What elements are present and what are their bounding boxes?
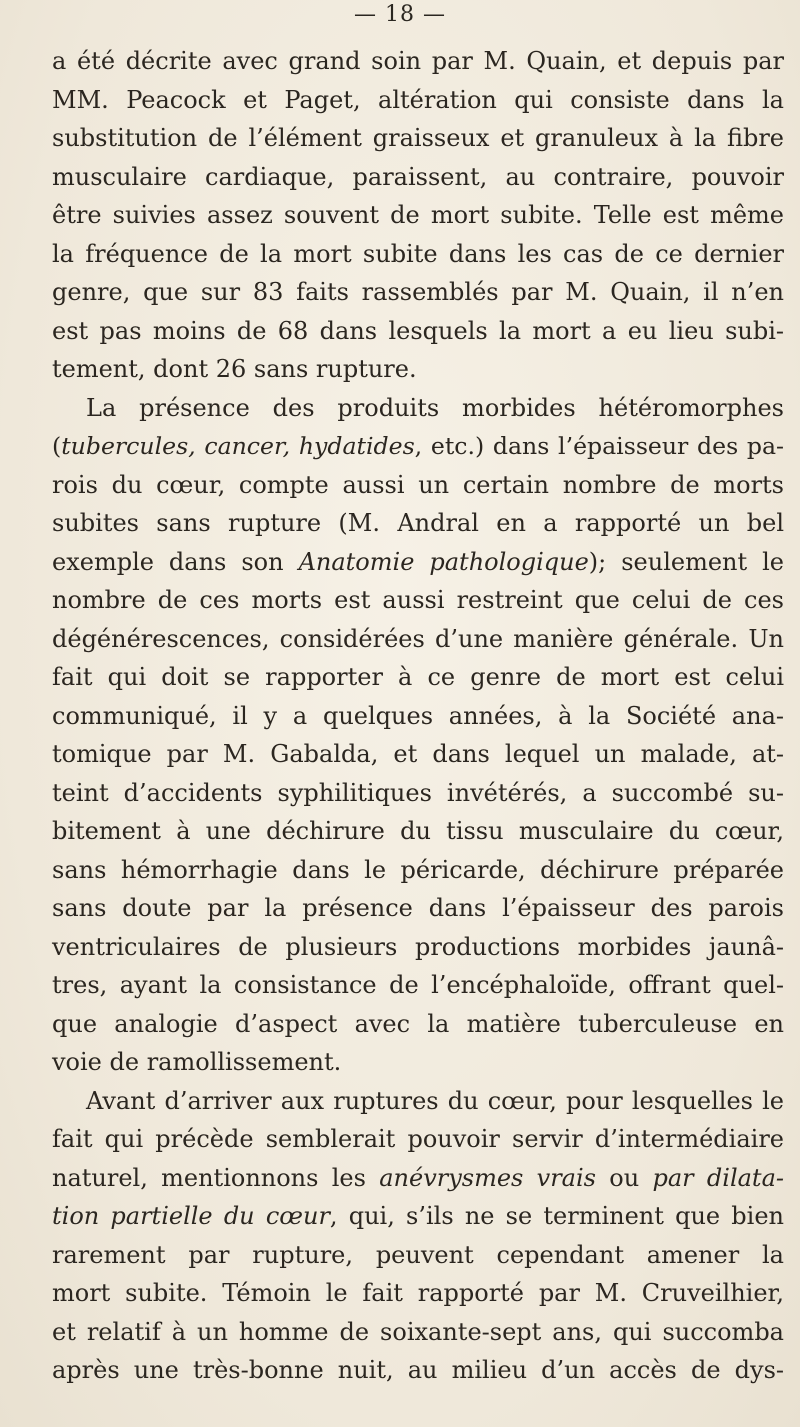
text-line bbox=[52, 620, 784, 659]
text-line bbox=[52, 312, 784, 351]
text-line bbox=[52, 81, 784, 120]
text-segment: et relatif à un homme de soixante-sept ans, qui succomba bbox=[52, 1317, 784, 1346]
text-line bbox=[52, 196, 784, 235]
text-segment: sans doute par la présence dans l’épaisseur des parois bbox=[52, 894, 784, 922]
text-segment: fait qui précède semblerait pouvoir servir d’intermédiaire bbox=[52, 1125, 784, 1153]
text-line bbox=[52, 350, 784, 389]
text-line bbox=[52, 1274, 784, 1313]
text-segment: naturel, mentionnons les bbox=[52, 1163, 380, 1192]
text-line bbox=[52, 851, 784, 890]
text-line bbox=[52, 1005, 784, 1044]
italic-text: anévrysmes vrais bbox=[379, 1163, 596, 1192]
text-line bbox=[52, 812, 784, 851]
text-segment: sans hémorrhagie dans le péricarde, déchirure préparée bbox=[52, 855, 784, 884]
text-line bbox=[52, 1120, 784, 1159]
text-segment: que analogie d’aspect avec la matière tuberculeuse en bbox=[52, 1009, 784, 1038]
text-segment: bitement à une déchirure du tissu musculaire du cœur, bbox=[52, 817, 784, 845]
italic-text: Anatomie pathologique bbox=[298, 547, 589, 576]
text-segment: mort subite. Témoin le fait rapporté par M. Cruveilhier, bbox=[52, 1279, 784, 1307]
text-line bbox=[52, 1197, 784, 1236]
text-line bbox=[52, 1159, 784, 1198]
text-line bbox=[52, 581, 784, 620]
text-segment: ventriculaires de plusieurs productions morbides jaunâ- bbox=[52, 932, 784, 961]
text-segment: a été décrite avec grand soin par M. Quain, et depuis par bbox=[52, 47, 784, 75]
text-line bbox=[52, 119, 784, 158]
italic-text: par dilata- bbox=[652, 1163, 784, 1192]
text-segment: ( bbox=[52, 432, 62, 460]
text-segment: genre, que sur 83 faits rassemblés par M. Quain, il n’en bbox=[52, 278, 784, 306]
text-line bbox=[52, 1313, 784, 1352]
text-segment: rois du cœur, compte aussi un certain nombre de morts bbox=[52, 470, 784, 499]
text-line bbox=[52, 658, 784, 697]
text-line bbox=[52, 697, 784, 736]
text-segment: après une très-bonne nuit, au milieu d’un accès de dys- bbox=[52, 1356, 784, 1384]
italic-text: tubercules, cancer, hydatides bbox=[61, 432, 415, 460]
text-line bbox=[52, 735, 784, 774]
text-line bbox=[52, 504, 784, 543]
text-segment: nombre de ces morts est aussi restreint que celui de ces bbox=[52, 586, 784, 614]
text-line bbox=[52, 774, 784, 813]
text-line bbox=[52, 389, 784, 428]
text-line bbox=[52, 273, 784, 312]
text-segment: tement, dont 26 sans rupture. bbox=[52, 355, 417, 383]
page-number: — 18 — bbox=[354, 2, 446, 27]
text-line bbox=[52, 427, 784, 466]
text-segment: ); seulement le bbox=[588, 547, 784, 576]
text-line bbox=[52, 1236, 784, 1275]
text-segment: la fréquence de la mort subite dans les cas de ce dernier bbox=[52, 239, 784, 268]
text-segment: substitution de l’élément graisseux et granuleux à la fibre bbox=[52, 124, 784, 152]
text-line bbox=[52, 466, 784, 505]
text-segment: rarement par rupture, peuvent cependant amener la bbox=[52, 1240, 784, 1269]
text-segment: teint d’accidents syphilitiques invétérés, a succombé su- bbox=[52, 778, 784, 807]
text-segment: ou bbox=[596, 1163, 653, 1192]
text-segment: dégénérescences, considérées d’une manière générale. Un bbox=[52, 624, 784, 653]
text-segment: exemple dans son bbox=[52, 547, 299, 576]
text-line bbox=[52, 1043, 784, 1082]
italic-text: tion partielle du cœur bbox=[52, 1202, 330, 1230]
text-line bbox=[52, 158, 784, 197]
text-segment: MM. Peacock et Paget, altération qui consiste dans la bbox=[52, 85, 784, 114]
text-segment: communiqué, il y a quelques années, à la Société ana- bbox=[52, 701, 784, 730]
body-text bbox=[52, 42, 784, 1390]
text-line bbox=[52, 1082, 784, 1121]
text-segment: , qui, s’ils ne se terminent que bien bbox=[329, 1202, 784, 1230]
text-segment: voie de ramollissement. bbox=[52, 1048, 342, 1076]
text-segment: musculaire cardiaque, paraissent, au contraire, pouvoir bbox=[52, 162, 784, 191]
text-line bbox=[52, 543, 784, 582]
text-segment: tres, ayant la consistance de l’encéphaloïde, offrant quel- bbox=[52, 971, 784, 999]
text-segment: être suivies assez souvent de mort subite. Telle est même bbox=[52, 201, 784, 229]
text-segment: , etc.) dans l’épaisseur des pa- bbox=[414, 432, 784, 460]
text-line bbox=[52, 928, 784, 967]
text-segment: Avant d’arriver aux ruptures du cœur, pour lesquelles le bbox=[86, 1086, 784, 1115]
text-line bbox=[52, 235, 784, 274]
text-segment: fait qui doit se rapporter à ce genre de mort est celui bbox=[52, 663, 784, 691]
text-line bbox=[52, 966, 784, 1005]
text-segment: La présence des produits morbides hétéromorphes bbox=[86, 393, 784, 422]
text-line bbox=[52, 42, 784, 81]
text-segment: subites sans rupture (M. Andral en a rapporté un bel bbox=[52, 509, 784, 537]
text-segment: tomique par M. Gabalda, et dans lequel un malade, at- bbox=[52, 740, 784, 768]
text-segment: est pas moins de 68 dans lesquels la mort a eu lieu subi- bbox=[52, 316, 784, 345]
text-line bbox=[52, 889, 784, 928]
text-line bbox=[52, 1351, 784, 1390]
